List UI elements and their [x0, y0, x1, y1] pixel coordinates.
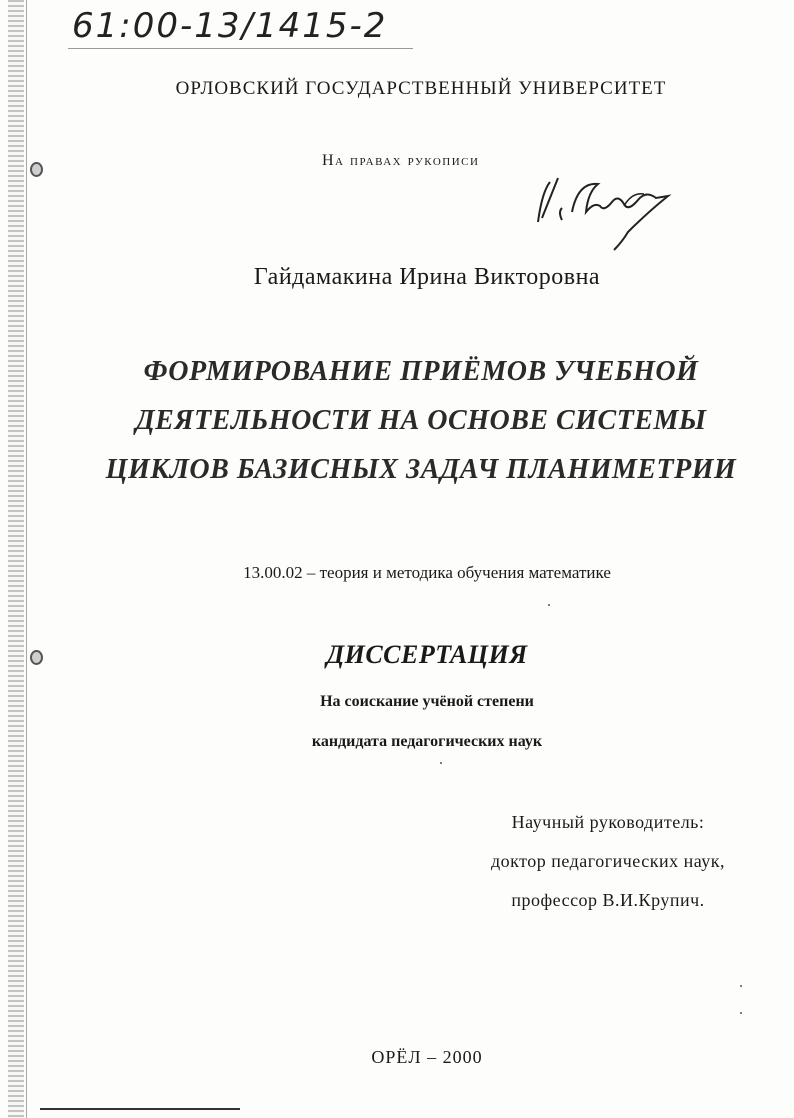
supervisor-line: Научный руководитель:: [511, 812, 705, 832]
dissertation-title-line: ФОРМИРОВАНИЕ ПРИЁМОВ УЧЕБНОЙ: [143, 356, 699, 387]
manuscript-note: На правах рукописи: [322, 152, 480, 169]
dissertation-title-line: ЦИКЛОВ БАЗИСНЫХ ЗАДАЧ ПЛАНИМЕТРИИ: [105, 454, 737, 485]
university-name: ОРЛОВСКИЙ ГОСУДАРСТВЕННЫЙ УНИВЕРСИТЕТ: [175, 78, 667, 99]
supervisor-line: профессор В.И.Крупич.: [511, 890, 705, 910]
handwritten-signature: [528, 172, 678, 252]
author-name: Гайдамакина Ирина Викторовна: [253, 264, 601, 290]
scan-speck: [548, 604, 550, 606]
degree-line: кандидата педагогических наук: [311, 733, 543, 750]
specialty-code: 13.00.02 – теория и методика обучения математике: [243, 563, 611, 582]
archive-code: 61:00-13/1415-2: [72, 6, 388, 46]
binding-strip: [8, 0, 24, 1118]
punch-hole: [30, 162, 43, 177]
scan-edge-mark: [40, 1108, 240, 1110]
scan-speck: [440, 762, 442, 764]
scan-speck: [740, 1012, 742, 1014]
dissertation-title-line: ДЕЯТЕЛЬНОСТИ НА ОСНОВЕ СИСТЕМЫ: [135, 405, 707, 436]
archive-code-underline: [68, 48, 413, 49]
binding-edge: [26, 0, 27, 1118]
city-year: ОРЁЛ – 2000: [371, 1047, 483, 1067]
degree-line: На соискание учёной степени: [320, 693, 534, 710]
scan-speck: [740, 985, 742, 987]
document-type: ДИССЕРТАЦИЯ: [326, 640, 528, 669]
supervisor-line: доктор педагогических наук,: [490, 851, 726, 871]
